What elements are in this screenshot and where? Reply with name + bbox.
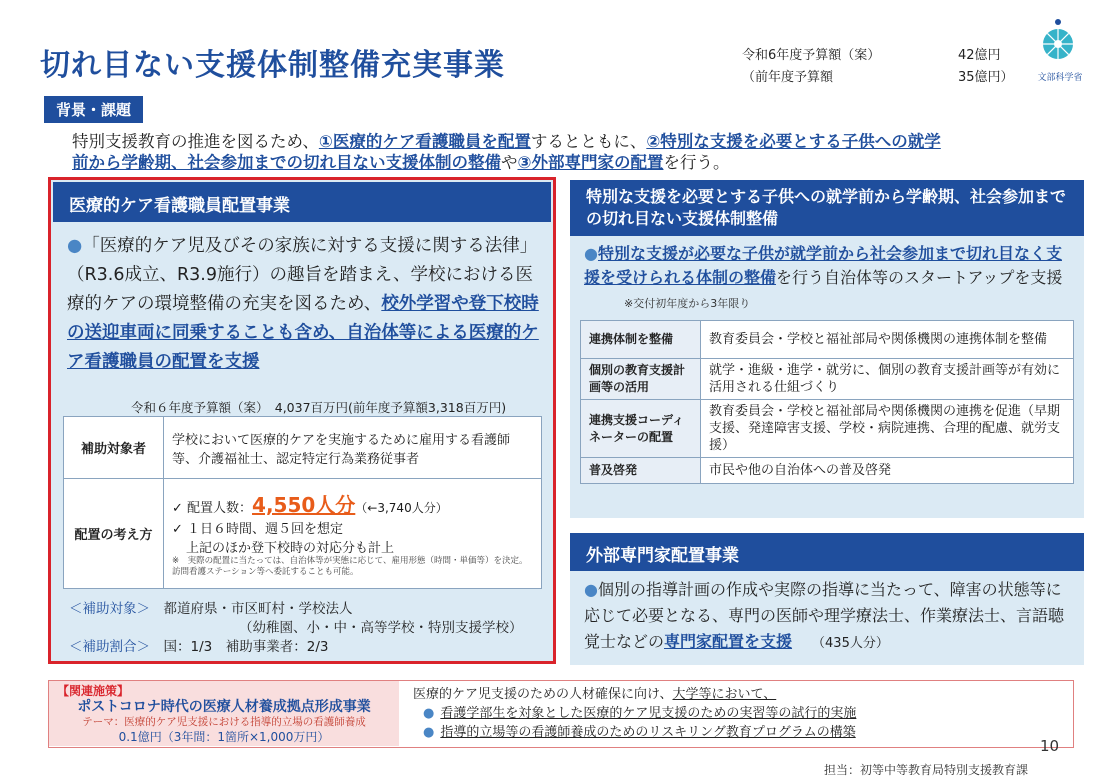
- table-head: 普及啓発: [581, 458, 701, 484]
- intro-link-3: ③外部専門家の配置: [517, 153, 664, 172]
- table-head-placement: 配置の考え方: [64, 479, 164, 589]
- staff-count: 4,550人分: [252, 493, 356, 517]
- bullet-icon: ●: [584, 244, 598, 263]
- panel-note: ※交付初年度から3年限り: [624, 297, 751, 310]
- panel-body: ●個別の指導計画の作成や実際の指導に当たって、障害の状態等に応じて必要となる、専門の医師や理学療法士、作業療法士、言語聴覚士などの専門家配置を支援 （435人分）: [584, 580, 1065, 651]
- mext-logo-icon: [1036, 18, 1080, 62]
- panel-footer: ＜補助対象＞ 都道府県・市区町村・学校法人 （幼稚園、小・中・高等学校・特別支援学校） ＜補助割合＞ 国：1/3 補助事業者：2/3: [69, 601, 523, 655]
- budget-value-prev: 35億円）: [958, 70, 1014, 85]
- table-note: ※ 実際の配置に当たっては、自治体等が実態に応じて、雇用形態（時間・単価等）を決定。訪問看護ステーション等へ委託することも可能。: [172, 556, 528, 577]
- external-expert-panel: [570, 533, 1084, 665]
- table-cell: 教育委員会・学校と福祉部局や関係機関の連携体制を整備: [701, 321, 1074, 359]
- table-head-target: 補助対象者: [64, 417, 164, 479]
- related-details: 医療的ケア児支援のための人材確保に向け、大学等において、 ● 看護学部生を対象とした医療的ケア児支援のための実習等の試行的実施 ● 指導的立場等の看護師養成のためのリスキリング教育プログラムの構築: [413, 687, 857, 740]
- bullet-icon: ●: [423, 725, 435, 740]
- related-tag: 【関連施策】: [57, 684, 130, 698]
- panel-heading: 特別な支援を必要とする子供への就学前から学齢期、社会参加までの切れ目ない支援体制整備: [570, 180, 1084, 236]
- panel-body: ●特別な支援が必要な子供が就学前から社会参加まで切れ目なく支援を受けられる体制の整備を行う自治体等のスタートアップを支援※交付初年度から3年限り: [584, 244, 1063, 310]
- subsidy-table: [63, 416, 542, 589]
- related-theme: テーマ：医療的ケア児支援における指導的立場の看護師養成: [82, 716, 366, 728]
- related-title: ポストコロナ時代の医療人材養成拠点形成事業: [77, 699, 371, 715]
- table-cell: 就学・進級・進学・就労に、個別の教育支援計画等が有効に活用される仕組づくり: [701, 359, 1074, 400]
- intro-link-2b: 前から学齢期、社会参加までの切れ目ない支援体制の整備: [72, 153, 501, 172]
- section-label-background: 背景・課題: [44, 96, 143, 123]
- medical-care-nurse-panel: [48, 177, 556, 664]
- panel-heading: 医療的ケア看護職員配置事業: [53, 182, 551, 222]
- panel-link: 専門家配置を支援: [664, 632, 793, 651]
- related-item: 指導的立場等の看護師養成のためのリスキリング教育プログラムの構築: [440, 725, 856, 740]
- table-head: 連携支援コーディネーターの配置: [581, 400, 701, 458]
- bullet-icon: ●: [67, 236, 83, 256]
- table-head: 個別の教育支援計画等の活用: [581, 359, 701, 400]
- intro-text: 特別支援教育の推進を図るため、①医療的ケア看護職員を配置するとともに、②特別な支援を必要とする子供への就学 前から学齢期、社会参加までの切れ目ない支援体制の整備や③外部専門家の配置を行う。: [72, 132, 941, 172]
- table-cell: 市民や他の自治体への普及啓発: [701, 458, 1074, 484]
- table-cell: 教育委員会・学校と福祉部局や関係機関の連携を促進（早期支援、発達障害支援、学校・病院連携、合理的配慮、就労支援）: [701, 400, 1074, 458]
- panel-link: 校外学習や登下校時の送迎車両に同乗することも含め、自治体等による医療的ケア看護職員の配置を支援: [67, 294, 539, 372]
- panel-link: 特別な支援が必要な子供が就学前から社会参加まで切れ目なく支援を受けられる体制の整備: [584, 244, 1062, 287]
- table-cell-target: 学校において医療的ケアを実施するために雇用する看護師等、介護福祉士、認定特定行為業務従事者: [164, 417, 542, 479]
- budget-label-prev: （前年度予算額: [742, 70, 834, 85]
- department-in-charge: 担当：初等中等教育局特別支援教育課: [824, 763, 1029, 777]
- related-measures-summary: [49, 681, 399, 746]
- related-measures: [48, 680, 1074, 748]
- table-cell-placement: ✓ 配置人数：4,550人分（←3,740人分） ✓ １日６時間、週５回を想定 上記のほか登下校時の対応分も計上 ※ 実際の配置に当たっては、自治体等が実態に応じて、雇用形態（時間・単価等）を決定。訪問看護ステーション等へ委託することも可能。: [164, 479, 542, 589]
- support-table: [580, 320, 1074, 484]
- related-amount: 0.1億円（3年間：1箇所×1,000万円）: [118, 730, 330, 744]
- logo-text: 文部科学省: [1037, 73, 1083, 83]
- intro-link-2a: ②特別な支援を必要とする子供への就学: [646, 132, 941, 151]
- panel-budget: 令和６年度予算額（案） 4,037百万円(前年度予算額3,318百万円): [131, 400, 507, 415]
- page-title: 切れ目ない支援体制整備充実事業: [40, 48, 505, 83]
- panel-heading: 外部専門家配置事業: [570, 533, 1084, 571]
- bullet-icon: ●: [584, 580, 598, 599]
- intro-link-1: ①医療的ケア看護職員を配置: [318, 132, 531, 151]
- budget-value-current: 42億円: [958, 48, 1001, 63]
- support-system-panel: [570, 180, 1084, 518]
- bullet-icon: ●: [423, 706, 435, 721]
- budget-label-current: 令和6年度予算額（案）: [742, 48, 881, 63]
- related-item: 看護学部生を対象とした医療的ケア児支援のための実習等の試行的実施: [440, 706, 857, 721]
- table-head: 連携体制を整備: [581, 321, 701, 359]
- panel-body: ●「医療的ケア児及びその家族に対する支援に関する法律」（R3.6成立、R3.9施行）の趣旨を踏まえ、学校における医療的ケアの環境整備の充実を図るため、校外学習や登下校時の送迎車両に同乗することも含め、自治体等による医療的ケア看護職員の配置を支援: [67, 236, 539, 372]
- page-number: 10: [1040, 737, 1060, 755]
